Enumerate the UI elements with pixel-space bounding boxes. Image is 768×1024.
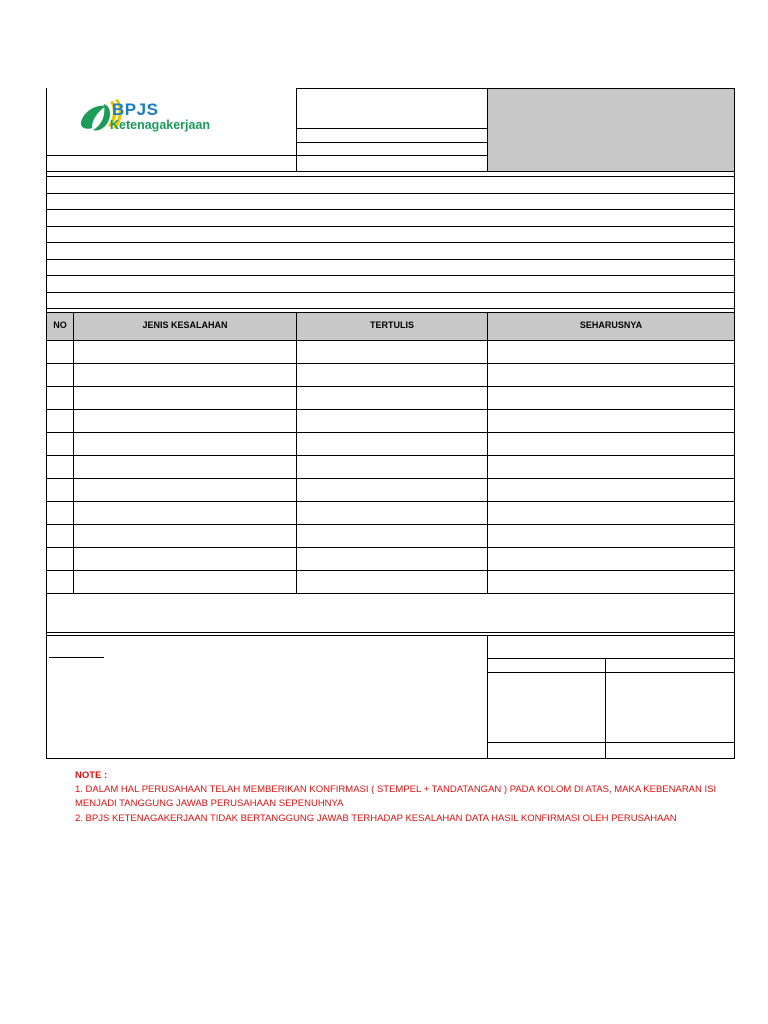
note-line-2: 2. BPJS KETENAGAKERJAAN TIDAK BERTANGGUNG JAWAB TERHADAP KESALAHAN DATA HASIL KONFIRMASI OLEH PERUSAHAAN bbox=[75, 813, 677, 824]
table-row-line bbox=[46, 386, 734, 387]
table-row-line bbox=[46, 501, 734, 502]
table-row-line bbox=[46, 455, 734, 456]
frame-right bbox=[734, 88, 735, 759]
left-underline bbox=[49, 657, 104, 658]
signature-line-1 bbox=[487, 658, 734, 659]
signature-col-divider bbox=[605, 658, 606, 758]
table-bottom-line bbox=[46, 593, 734, 594]
note-line-1b: MENJADI TANGGUNG JAWAB PERUSAHAAN SEPENUHNYA bbox=[75, 798, 344, 809]
info-row-line bbox=[46, 242, 734, 243]
info-row-line bbox=[46, 275, 734, 276]
table-top-line bbox=[46, 312, 734, 313]
grey-stamp-area bbox=[487, 89, 734, 172]
table-row-line bbox=[46, 432, 734, 433]
table-header-bottom bbox=[46, 340, 734, 341]
header-line-2 bbox=[296, 142, 487, 143]
header-line-1 bbox=[296, 128, 487, 129]
table-row-line bbox=[46, 409, 734, 410]
signature-divider bbox=[487, 635, 488, 758]
table-row-line bbox=[46, 570, 734, 571]
signature-line-3 bbox=[487, 742, 734, 743]
remarks-bottom-line bbox=[46, 632, 734, 633]
header-line-3 bbox=[46, 155, 487, 156]
info-row-line bbox=[46, 226, 734, 227]
note-line-1a: 1. DALAM HAL PERUSAHAAN TELAH MEMBERIKAN KONFIRMASI ( STEMPEL + TANDATANGAN ) PADA KOLOM DI ATAS, MAKA KEBENARAN ISI bbox=[75, 784, 717, 795]
info-row-line bbox=[46, 259, 734, 260]
table-row-line bbox=[46, 524, 734, 525]
logo-text-ketenagakerjaan: Ketenagakerjaan bbox=[110, 118, 211, 132]
col-divider-no bbox=[73, 312, 74, 594]
table-row-line bbox=[46, 478, 734, 479]
signature-line-2 bbox=[487, 672, 734, 673]
info-row-line bbox=[46, 176, 734, 177]
frame-top bbox=[296, 88, 734, 89]
header-divider-2 bbox=[487, 88, 488, 172]
info-row-line bbox=[46, 209, 734, 210]
table-row-line bbox=[46, 363, 734, 364]
logo-text-bpjs: BPJS bbox=[112, 100, 159, 119]
frame-bottom bbox=[46, 758, 734, 759]
header-divider-1 bbox=[296, 88, 297, 172]
info-row-line bbox=[46, 193, 734, 194]
col-header-jenis-kesalahan: JENIS KESALAHAN bbox=[142, 320, 228, 330]
col-divider-jenis bbox=[296, 312, 297, 594]
note-title: NOTE : bbox=[75, 770, 108, 781]
col-header-tertulis: TERTULIS bbox=[370, 320, 414, 330]
header-line-4 bbox=[46, 171, 734, 172]
table-row-line bbox=[46, 547, 734, 548]
frame-left bbox=[46, 88, 47, 759]
col-header-no: NO bbox=[53, 320, 67, 330]
col-divider-tertulis bbox=[487, 312, 488, 594]
col-header-seharusnya: SEHARUSNYA bbox=[579, 320, 643, 330]
info-row-line bbox=[46, 308, 734, 309]
info-row-line bbox=[46, 292, 734, 293]
remarks-bottom-line-2 bbox=[46, 635, 734, 636]
